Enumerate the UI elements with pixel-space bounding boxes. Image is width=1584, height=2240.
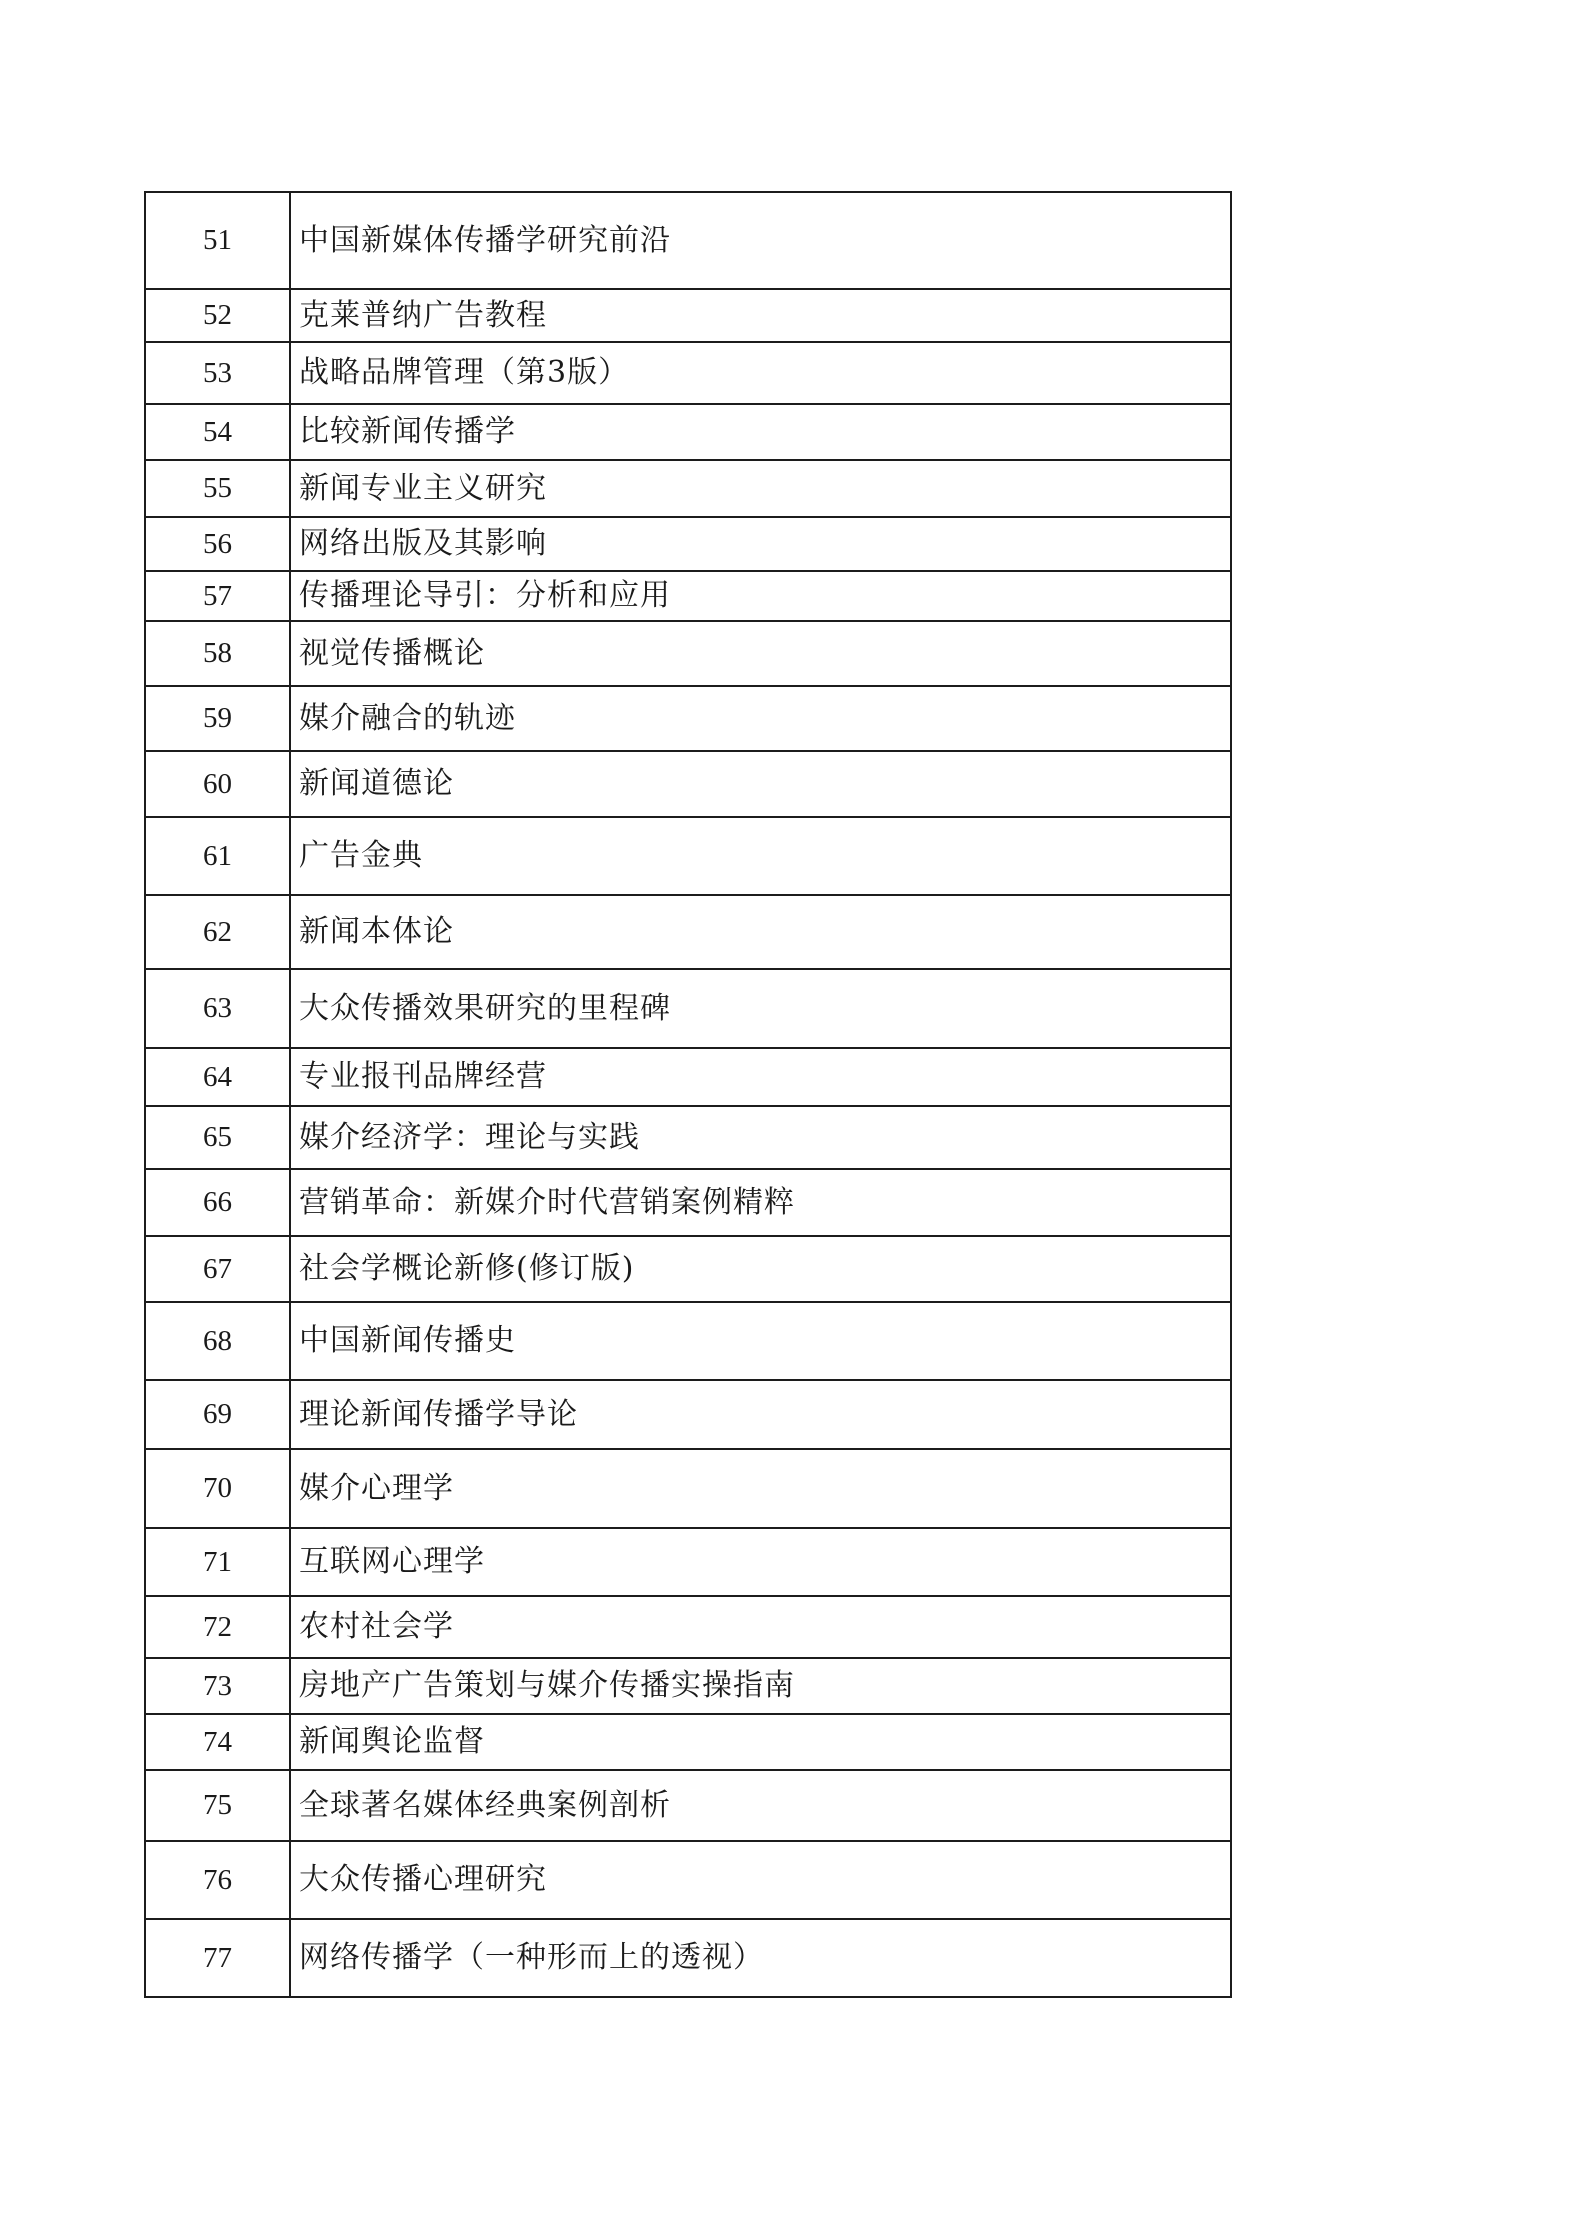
table-row <box>145 1106 1231 1169</box>
book-title: 中国新媒体传播学研究前沿 <box>290 192 1231 289</box>
book-title: 社会学概论新修(修订版) <box>290 1236 1231 1302</box>
table-row <box>145 289 1231 342</box>
row-number: 56 <box>145 517 290 571</box>
table-row <box>145 1528 1231 1596</box>
book-title: 媒介经济学：理论与实践 <box>290 1106 1231 1169</box>
table-row <box>145 1380 1231 1449</box>
row-number: 69 <box>145 1380 290 1449</box>
table-row <box>145 969 1231 1048</box>
row-number: 72 <box>145 1596 290 1658</box>
row-number: 77 <box>145 1919 290 1997</box>
book-title: 新闻专业主义研究 <box>290 460 1231 517</box>
row-number: 74 <box>145 1714 290 1770</box>
table-row <box>145 1169 1231 1236</box>
table-row <box>145 1841 1231 1919</box>
book-title: 新闻本体论 <box>290 895 1231 969</box>
book-title: 广告金典 <box>290 817 1231 895</box>
table-row <box>145 1302 1231 1380</box>
book-title: 农村社会学 <box>290 1596 1231 1658</box>
row-number: 71 <box>145 1528 290 1596</box>
row-number: 67 <box>145 1236 290 1302</box>
table-row <box>145 1714 1231 1770</box>
table-row <box>145 751 1231 817</box>
book-title: 新闻舆论监督 <box>290 1714 1231 1770</box>
book-title: 媒介融合的轨迹 <box>290 686 1231 751</box>
book-title: 比较新闻传播学 <box>290 404 1231 460</box>
row-number: 60 <box>145 751 290 817</box>
book-list-sheet <box>144 191 1230 1998</box>
book-title: 新闻道德论 <box>290 751 1231 817</box>
row-number: 70 <box>145 1449 290 1528</box>
row-number: 53 <box>145 342 290 404</box>
book-title: 全球著名媒体经典案例剖析 <box>290 1770 1231 1841</box>
book-title: 网络传播学（一种形而上的透视） <box>290 1919 1231 1997</box>
table-row <box>145 460 1231 517</box>
book-title: 网络出版及其影响 <box>290 517 1231 571</box>
row-number: 55 <box>145 460 290 517</box>
table-row <box>145 404 1231 460</box>
row-number: 65 <box>145 1106 290 1169</box>
book-title: 克莱普纳广告教程 <box>290 289 1231 342</box>
row-number: 76 <box>145 1841 290 1919</box>
row-number: 68 <box>145 1302 290 1380</box>
book-title: 大众传播效果研究的里程碑 <box>290 969 1231 1048</box>
row-number: 54 <box>145 404 290 460</box>
row-number: 51 <box>145 192 290 289</box>
table-row <box>145 1770 1231 1841</box>
table-row <box>145 517 1231 571</box>
row-number: 59 <box>145 686 290 751</box>
row-number: 61 <box>145 817 290 895</box>
book-title: 中国新闻传播史 <box>290 1302 1231 1380</box>
table-row <box>145 1449 1231 1528</box>
table-row <box>145 817 1231 895</box>
table-row <box>145 1919 1231 1997</box>
row-number: 66 <box>145 1169 290 1236</box>
table-row <box>145 621 1231 686</box>
book-title: 媒介心理学 <box>290 1449 1231 1528</box>
table-row <box>145 895 1231 969</box>
table-row <box>145 1658 1231 1714</box>
row-number: 63 <box>145 969 290 1048</box>
book-title: 专业报刊品牌经营 <box>290 1048 1231 1106</box>
table-row <box>145 1048 1231 1106</box>
table-row <box>145 686 1231 751</box>
book-title: 房地产广告策划与媒介传播实操指南 <box>290 1658 1231 1714</box>
row-number: 64 <box>145 1048 290 1106</box>
row-number: 62 <box>145 895 290 969</box>
book-title: 理论新闻传播学导论 <box>290 1380 1231 1449</box>
table-row <box>145 1596 1231 1658</box>
table-row <box>145 342 1231 404</box>
book-title: 战略品牌管理（第3版） <box>290 342 1231 404</box>
row-number: 57 <box>145 571 290 621</box>
table-row <box>145 571 1231 621</box>
book-title: 营销革命：新媒介时代营销案例精粹 <box>290 1169 1231 1236</box>
table-row <box>145 192 1231 289</box>
table-row <box>145 1236 1231 1302</box>
row-number: 75 <box>145 1770 290 1841</box>
row-number: 58 <box>145 621 290 686</box>
book-title: 传播理论导引：分析和应用 <box>290 571 1231 621</box>
book-title: 大众传播心理研究 <box>290 1841 1231 1919</box>
book-title: 互联网心理学 <box>290 1528 1231 1596</box>
row-number: 73 <box>145 1658 290 1714</box>
row-number: 52 <box>145 289 290 342</box>
book-list-table <box>144 191 1232 1998</box>
book-title: 视觉传播概论 <box>290 621 1231 686</box>
